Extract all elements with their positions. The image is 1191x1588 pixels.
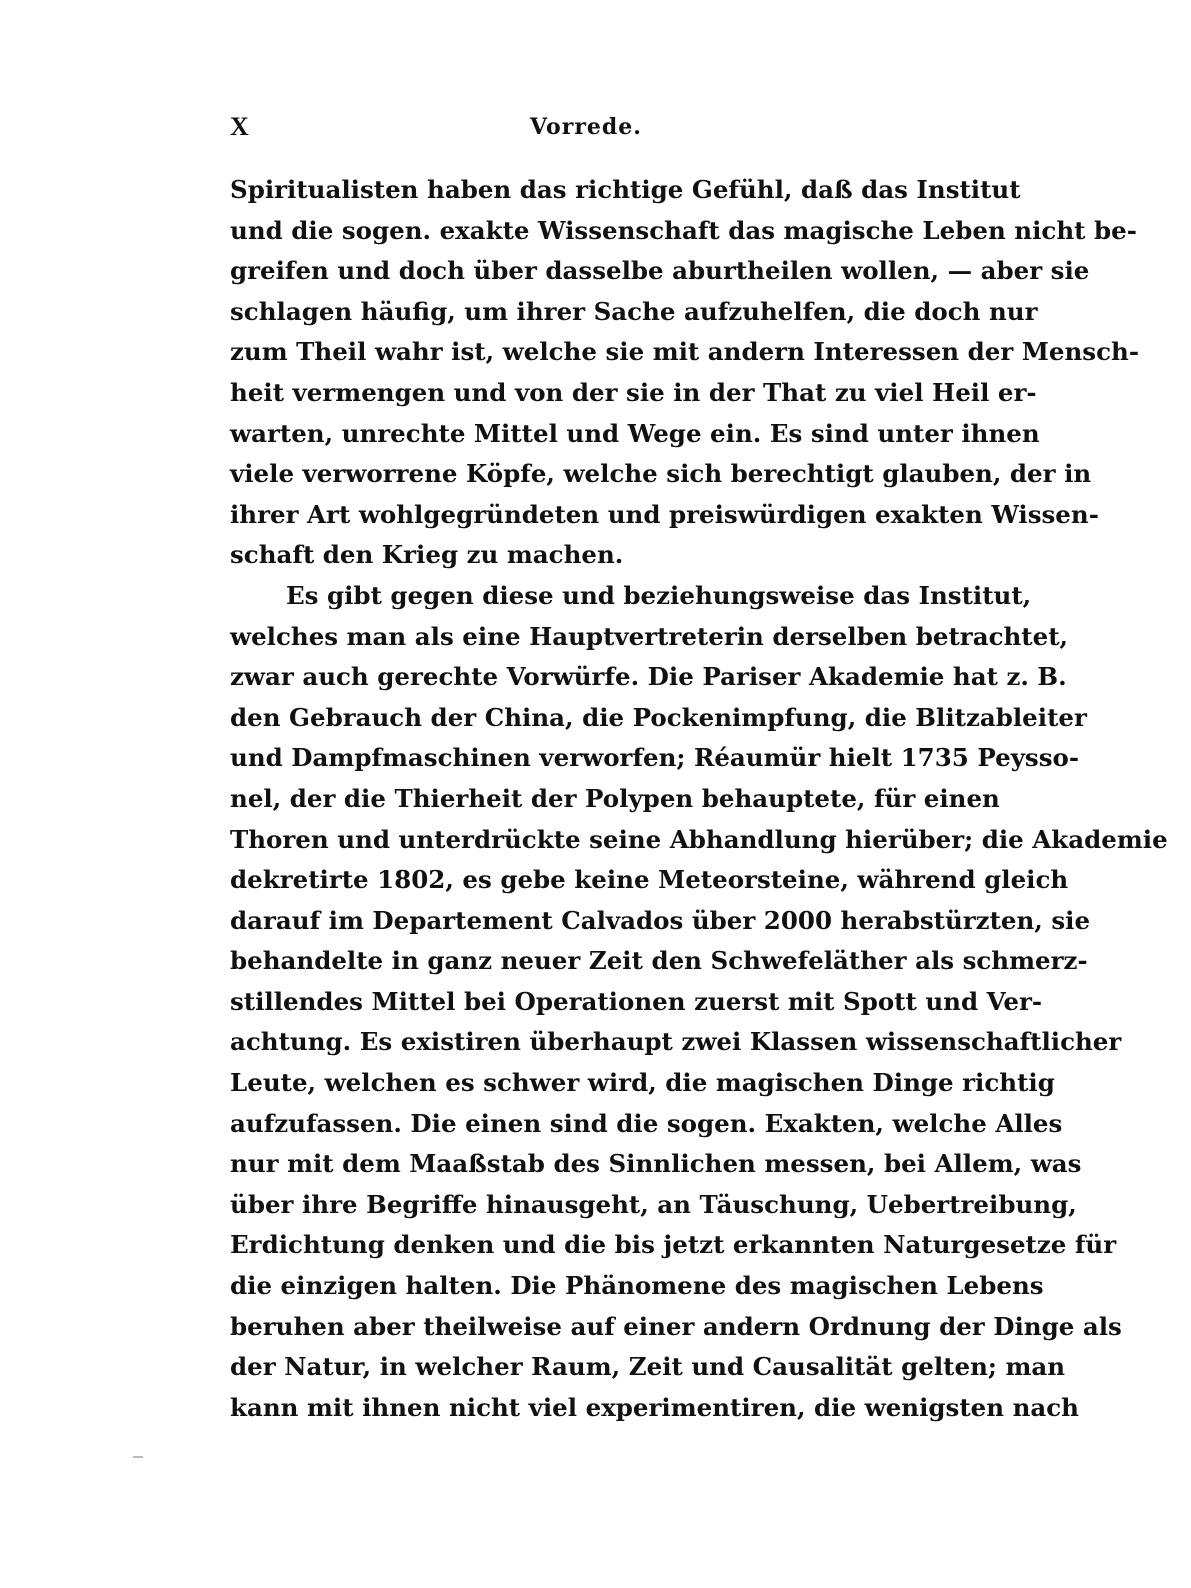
text-line: aufzufassen. Die einen sind die sogen. Exakten, welche Alles <box>230 1108 1063 1138</box>
text-line: viele verworrene Köpfe, welche sich berechtigt glauben, der in <box>230 459 1092 489</box>
text-line: heit vermengen und von der sie in der That zu viel Heil er- <box>230 377 1037 407</box>
text-line: Thoren und unterdrückte seine Abhandlung hierüber; die Akademie <box>230 824 1168 854</box>
text-line: ihrer Art wohlgegründeten und preiswürdigen exakten Wissen- <box>230 499 1099 529</box>
paragraph-start-line: Es gibt gegen diese und beziehungsweise das Institut, <box>286 580 1032 610</box>
paragraph-end-line: schaft den Krieg zu machen. <box>230 540 624 570</box>
text-line: warten, unrechte Mittel und Wege ein. Es sind unter ihnen <box>230 418 1040 448</box>
text-line: Spiritualisten haben das richtige Gefühl, daß das Institut <box>230 175 1021 204</box>
text-line: die einzigen halten. Die Phänomene des magischen Lebens <box>230 1271 1044 1301</box>
text-line: und Dampfmaschinen verworfen; Réaumür hielt 1735 Peysso- <box>230 743 1080 773</box>
body-text <box>230 170 1168 1428</box>
text-line: kann mit ihnen nicht viel experimentiren, die wenigsten nach <box>230 1392 1079 1422</box>
text-line: darauf im Departement Calvados über 2000 herabstürzten, sie <box>230 905 1091 935</box>
text-line: greifen und doch über dasselbe aburtheilen wollen, — aber sie <box>230 256 1090 286</box>
scan-margin-mark <box>133 1456 143 1458</box>
text-line: zum Theil wahr ist, welche sie mit andern Interessen der Mensch- <box>230 337 1139 367</box>
text-line: und die sogen. exakte Wissenschaft das magische Leben nicht be- <box>230 215 1137 245</box>
text-line: stillendes Mittel bei Operationen zuerst mit Spott und Ver- <box>230 986 1043 1016</box>
text-line: Erdichtung denken und die bis jetzt erkannten Naturgesetze für <box>230 1230 1117 1260</box>
text-line: den Gebrauch der China, die Pockenimpfung, die Blitzableiter <box>230 702 1087 732</box>
text-line: achtung. Es existiren überhaupt zwei Klassen wissenschaftlicher <box>230 1027 1122 1057</box>
text-line: nel, der die Thierheit der Polypen behauptete, für einen <box>230 783 1000 813</box>
text-line: schlagen häufig, um ihrer Sache aufzuhelfen, die doch nur <box>230 296 1038 326</box>
text-line: über ihre Begriffe hinausgeht, an Täuschung, Uebertreibung, <box>230 1189 1077 1219</box>
running-head: Vorrede. <box>530 114 642 140</box>
text-line: beruhen aber theilweise auf einer andern Ordnung der Dinge als <box>230 1311 1122 1341</box>
page-number: X <box>230 112 249 141</box>
text-line: behandelte in ganz neuer Zeit den Schwefeläther als schmerz- <box>230 946 1088 976</box>
text-line: dekretirte 1802, es gebe keine Meteorsteine, während gleich <box>230 865 1069 895</box>
text-line: welches man als eine Hauptvertreterin derselben betrachtet, <box>230 621 1069 651</box>
page-header <box>230 112 970 152</box>
text-line: der Natur, in welcher Raum, Zeit und Causalität gelten; man <box>230 1352 1066 1382</box>
text-line: Leute, welchen es schwer wird, die magischen Dinge richtig <box>230 1068 1055 1098</box>
text-line: nur mit dem Maaßstab des Sinnlichen messen, bei Allem, was <box>230 1149 1082 1179</box>
text-line: zwar auch gerechte Vorwürfe. Die Pariser Akademie hat z. B. <box>230 662 1067 692</box>
